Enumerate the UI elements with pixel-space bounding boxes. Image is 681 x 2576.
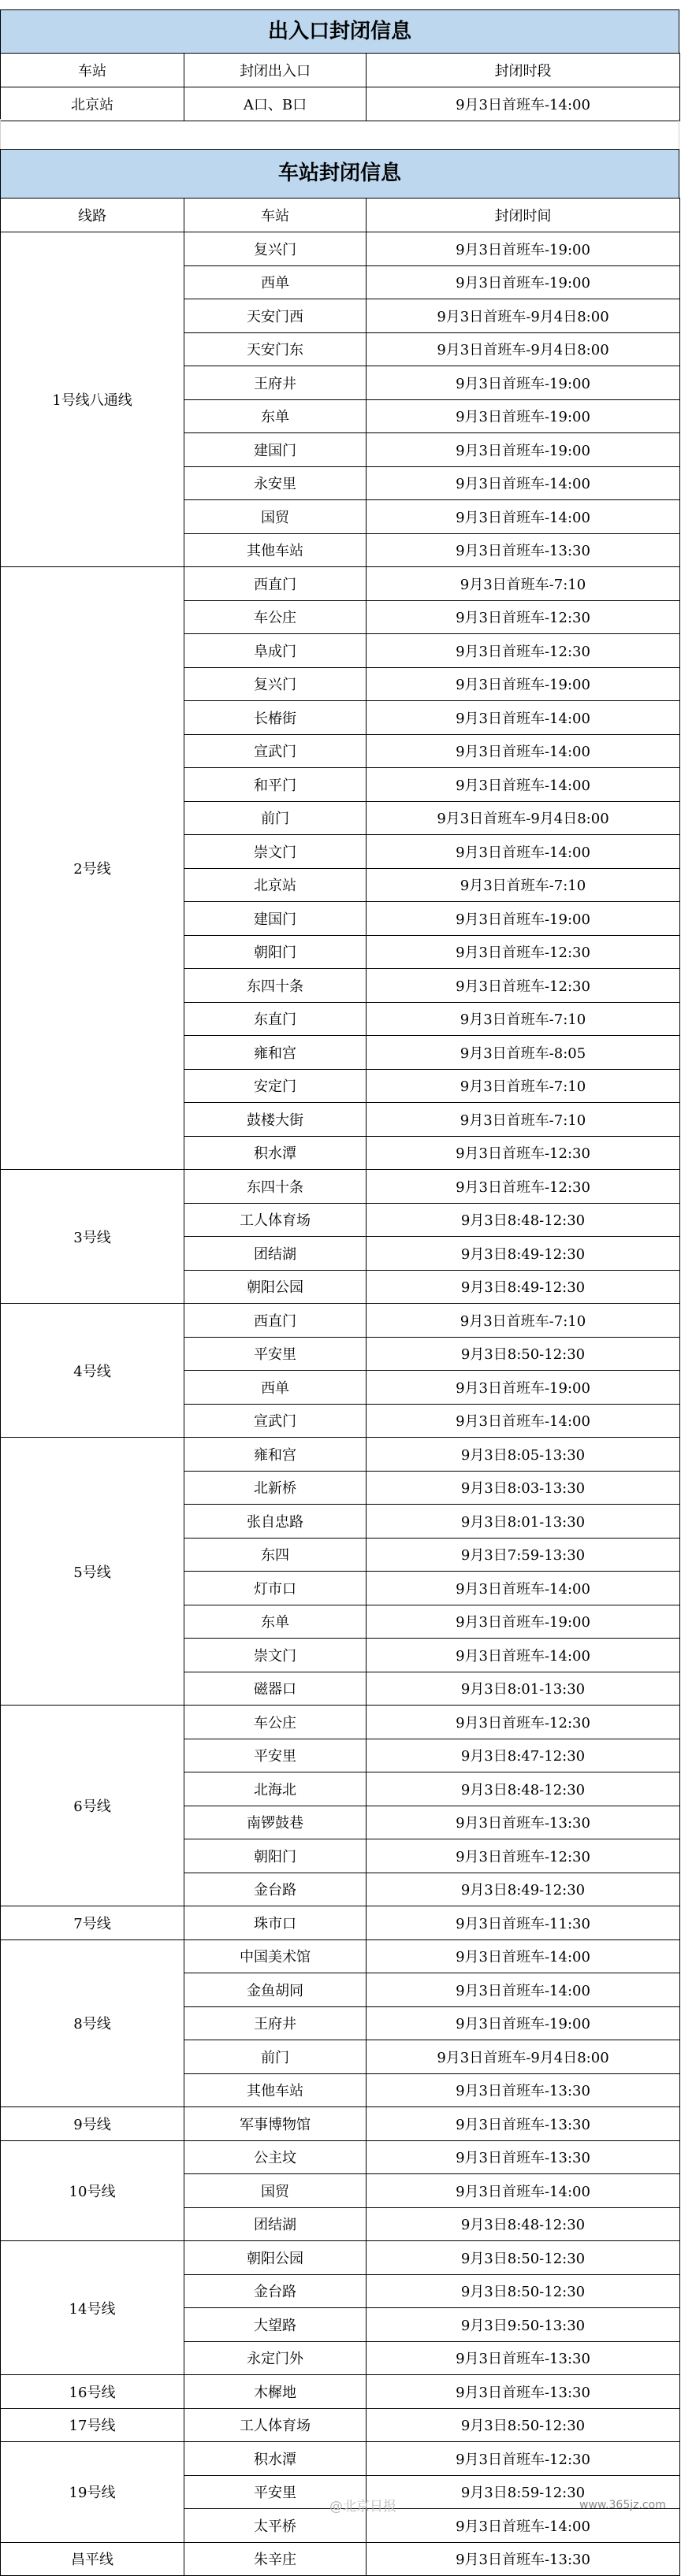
table-row — [1, 2107, 680, 2141]
time-cell: 9月3日8:49-12:30 — [367, 1873, 680, 1906]
table-row — [1, 1939, 680, 1973]
time-cell: 9月3日8:50-12:30 — [367, 1337, 680, 1371]
station-cell: 积水潭 — [184, 1136, 367, 1170]
time-cell: 9月3日9:50-13:30 — [367, 2308, 680, 2342]
time-cell: 9月3日首班车-14:00 — [367, 734, 680, 768]
time-cell: 9月3日首班车-12:30 — [367, 969, 680, 1003]
table-row — [1, 87, 680, 121]
station-cell: 建国门 — [184, 433, 367, 467]
station-cell: 公主坟 — [184, 2140, 367, 2174]
time-cell: 9月3日首班车-14:00 — [367, 1572, 680, 1605]
time-cell: 9月3日8:50-12:30 — [367, 2274, 680, 2308]
station-cell: 珠市口 — [184, 1906, 367, 1940]
station-cell: 磁器口 — [184, 1672, 367, 1706]
time-cell: 9月3日首班车-12:30 — [367, 1839, 680, 1873]
table-row — [1, 2140, 680, 2174]
station-cell: 国贸 — [184, 2174, 367, 2208]
line-cell: 10号线 — [1, 2140, 184, 2241]
line-cell: 19号线 — [1, 2442, 184, 2543]
watermark-source: @北京日报 — [329, 2499, 396, 2515]
time-cell: 9月3日8:48-12:30 — [367, 1772, 680, 1806]
station-cell: 车公庄 — [184, 600, 367, 634]
station-cell: 西直门 — [184, 1304, 367, 1338]
station-cell: 崇文门 — [184, 1639, 367, 1672]
station-cell: 东直门 — [184, 1002, 367, 1036]
time-cell: 9月3日首班车-19:00 — [367, 399, 680, 433]
table-row — [1, 2241, 680, 2275]
station-cell: 金台路 — [184, 1873, 367, 1906]
time-cell: 9月3日首班车-13:30 — [367, 2542, 680, 2576]
time-cell: 9月3日首班车-19:00 — [367, 902, 680, 936]
time-cell: 9月3日首班车-12:30 — [367, 1136, 680, 1170]
time-cell: 9月3日首班车-14:00 — [367, 2174, 680, 2208]
time-cell: 9月3日7:59-13:30 — [367, 1538, 680, 1572]
table-header-row — [1, 199, 680, 232]
time-cell: 9月3日8:01-13:30 — [367, 1672, 680, 1706]
time-cell: 9月3日首班车-14:00 — [367, 701, 680, 735]
station-cell: 和平门 — [184, 768, 367, 802]
station-cell: 北京站 — [184, 868, 367, 902]
line-cell: 8号线 — [1, 1939, 184, 2107]
time-cell: 9月3日首班车-14:00 — [367, 87, 680, 121]
time-cell: 9月3日首班车-7:10 — [367, 868, 680, 902]
time-cell: 9月3日首班车-7:10 — [367, 567, 680, 601]
station-cell: 木樨地 — [184, 2375, 367, 2409]
line-cell: 17号线 — [1, 2408, 184, 2442]
station-cell: 平安里 — [184, 2475, 367, 2509]
time-cell: 9月3日8:05-13:30 — [367, 1438, 680, 1472]
time-cell: 9月3日首班车-13:30 — [367, 2107, 680, 2141]
station-cell: 西直门 — [184, 567, 367, 601]
station-cell: 朝阳公园 — [184, 1270, 367, 1304]
section2-title: 车站封闭信息 — [277, 161, 401, 185]
station-cell: 中国美术馆 — [184, 1939, 367, 1973]
time-cell: 9月3日8:47-12:30 — [367, 1739, 680, 1772]
table-row — [1, 2442, 680, 2476]
station-cell: 永定门外 — [184, 2341, 367, 2375]
time-cell: 9月3日首班车-7:10 — [367, 1304, 680, 1338]
station-cell: 国贸 — [184, 500, 367, 534]
line-cell: 7号线 — [1, 1906, 184, 1940]
table-row — [1, 2375, 680, 2409]
station-cell: 工人体育场 — [184, 1203, 367, 1237]
station-cell: 团结湖 — [184, 1237, 367, 1271]
station-cell: 宣武门 — [184, 734, 367, 768]
time-cell: 9月3日首班车-12:30 — [367, 634, 680, 668]
time-cell: 9月3日首班车-12:30 — [367, 1170, 680, 1204]
time-cell: 9月3日首班车-19:00 — [367, 433, 680, 467]
time-cell: 9月3日首班车-8:05 — [367, 1036, 680, 1070]
time-cell: 9月3日8:49-12:30 — [367, 1237, 680, 1271]
table-row — [1, 1906, 680, 1940]
line-cell: 1号线八通线 — [1, 232, 184, 567]
station-cell: 复兴门 — [184, 667, 367, 701]
time-cell: 9月3日首班车-14:00 — [367, 500, 680, 534]
line-cell: 3号线 — [1, 1170, 184, 1304]
time-cell: 9月3日首班车-13:30 — [367, 533, 680, 567]
time-cell: 9月3日首班车-9月4日8:00 — [367, 299, 680, 333]
column-header: 封闭出入口 — [184, 54, 367, 87]
station-closure-table — [0, 198, 680, 2576]
station-cell: 鼓楼大街 — [184, 1103, 367, 1137]
time-cell: 9月3日首班车-14:00 — [367, 768, 680, 802]
time-cell: 9月3日首班车-19:00 — [367, 265, 680, 299]
station-cell: 东单 — [184, 1605, 367, 1639]
time-cell: 9月3日首班车-19:00 — [367, 1371, 680, 1405]
station-cell: 王府井 — [184, 366, 367, 400]
station-cell: 平安里 — [184, 1337, 367, 1371]
time-cell: 9月3日首班车-12:30 — [367, 1706, 680, 1739]
time-cell: 9月3日首班车-14:00 — [367, 466, 680, 500]
station-cell: 朱辛庄 — [184, 2542, 367, 2576]
station-cell: 朝阳门 — [184, 935, 367, 969]
time-cell: 9月3日首班车-7:10 — [367, 1002, 680, 1036]
time-cell: 9月3日8:03-13:30 — [367, 1471, 680, 1505]
station-cell: 东单 — [184, 399, 367, 433]
table-row — [1, 1304, 680, 1338]
time-cell: 9月3日首班车-14:00 — [367, 1939, 680, 1973]
station-cell: 东四十条 — [184, 969, 367, 1003]
station-cell: 积水潭 — [184, 2442, 367, 2476]
entrance-cell: A口、B口 — [184, 87, 367, 121]
time-cell: 9月3日首班车-13:30 — [367, 2073, 680, 2107]
line-cell: 5号线 — [1, 1438, 184, 1706]
station-cell: 大望路 — [184, 2308, 367, 2342]
station-cell: 北京站 — [1, 87, 184, 121]
column-header: 线路 — [1, 199, 184, 232]
time-cell: 9月3日首班车-9月4日8:00 — [367, 801, 680, 835]
line-cell: 4号线 — [1, 1304, 184, 1438]
station-cell: 东四十条 — [184, 1170, 367, 1204]
time-cell: 9月3日首班车-19:00 — [367, 1605, 680, 1639]
line-cell: 9号线 — [1, 2107, 184, 2141]
station-cell: 其他车站 — [184, 2073, 367, 2107]
section2-title-banner — [0, 149, 679, 199]
station-cell: 军事博物馆 — [184, 2107, 367, 2141]
section1-title-banner — [0, 9, 679, 54]
time-cell: 9月3日首班车-19:00 — [367, 667, 680, 701]
table-row — [1, 1706, 680, 1739]
station-cell: 雍和宫 — [184, 1438, 367, 1472]
column-header: 车站 — [184, 199, 367, 232]
station-cell: 长椿街 — [184, 701, 367, 735]
station-cell: 宣武门 — [184, 1404, 367, 1438]
station-cell: 金台路 — [184, 2274, 367, 2308]
time-cell: 9月3日首班车-13:30 — [367, 2140, 680, 2174]
station-cell: 团结湖 — [184, 2207, 367, 2241]
line-cell: 14号线 — [1, 2241, 184, 2375]
time-cell: 9月3日8:01-13:30 — [367, 1505, 680, 1539]
time-cell: 9月3日首班车-13:30 — [367, 1806, 680, 1839]
table-row — [1, 2542, 680, 2576]
time-cell: 9月3日首班车-14:00 — [367, 835, 680, 869]
time-cell: 9月3日首班车-12:30 — [367, 935, 680, 969]
station-cell: 西单 — [184, 1371, 367, 1405]
time-cell: 9月3日8:59-12:30 — [367, 2475, 680, 2509]
time-cell: 9月3日8:50-12:30 — [367, 2408, 680, 2442]
time-cell: 9月3日8:49-12:30 — [367, 1270, 680, 1304]
station-cell: 工人体育场 — [184, 2408, 367, 2442]
station-cell: 东四 — [184, 1538, 367, 1572]
line-cell: 16号线 — [1, 2375, 184, 2409]
line-cell: 昌平线 — [1, 2542, 184, 2576]
watermark-url: www.365jz.com — [579, 2499, 666, 2511]
line-cell: 6号线 — [1, 1706, 184, 1906]
station-cell: 北海北 — [184, 1772, 367, 1806]
time-cell: 9月3日首班车-7:10 — [367, 1103, 680, 1137]
time-cell: 9月3日首班车-11:30 — [367, 1906, 680, 1940]
column-header: 车站 — [1, 54, 184, 87]
station-cell: 金鱼胡同 — [184, 1973, 367, 2007]
table-header-row — [1, 54, 680, 87]
time-cell: 9月3日首班车-14:00 — [367, 2509, 680, 2543]
station-cell: 阜成门 — [184, 634, 367, 668]
station-cell: 太平桥 — [184, 2509, 367, 2543]
table-row — [1, 1438, 680, 1472]
time-cell: 9月3日首班车-19:00 — [367, 232, 680, 266]
station-cell: 雍和宫 — [184, 1036, 367, 1070]
station-cell: 平安里 — [184, 1739, 367, 1772]
station-cell: 朝阳门 — [184, 1839, 367, 1873]
column-header: 封闭时段 — [367, 54, 680, 87]
station-cell: 天安门西 — [184, 299, 367, 333]
time-cell: 9月3日首班车-7:10 — [367, 1069, 680, 1103]
table-row — [1, 232, 680, 266]
station-cell: 朝阳公园 — [184, 2241, 367, 2275]
time-cell: 9月3日首班车-13:30 — [367, 2375, 680, 2409]
section1-title: 出入口封闭信息 — [267, 20, 411, 43]
station-cell: 车公庄 — [184, 1706, 367, 1739]
table-row — [1, 1170, 680, 1204]
station-cell: 前门 — [184, 801, 367, 835]
station-cell: 灯市口 — [184, 1572, 367, 1605]
time-cell: 9月3日8:50-12:30 — [367, 2241, 680, 2275]
station-cell: 西单 — [184, 265, 367, 299]
time-cell: 9月3日首班车-13:30 — [367, 2341, 680, 2375]
time-cell: 9月3日首班车-19:00 — [367, 366, 680, 400]
time-cell: 9月3日首班车-19:00 — [367, 2006, 680, 2040]
station-cell: 南锣鼓巷 — [184, 1806, 367, 1839]
station-cell: 天安门东 — [184, 332, 367, 366]
time-cell: 9月3日首班车-14:00 — [367, 1639, 680, 1672]
station-cell: 复兴门 — [184, 232, 367, 266]
line-cell: 2号线 — [1, 567, 184, 1170]
table-row — [1, 567, 680, 601]
section-gap — [0, 119, 679, 150]
entrance-closure-table — [0, 53, 680, 121]
station-cell: 建国门 — [184, 902, 367, 936]
station-cell: 其他车站 — [184, 533, 367, 567]
station-cell: 张自忠路 — [184, 1505, 367, 1539]
station-cell: 崇文门 — [184, 835, 367, 869]
time-cell: 9月3日8:48-12:30 — [367, 1203, 680, 1237]
time-cell: 9月3日首班车-12:30 — [367, 600, 680, 634]
time-cell: 9月3日首班车-14:00 — [367, 1973, 680, 2007]
station-cell: 安定门 — [184, 1069, 367, 1103]
table-row — [1, 2408, 680, 2442]
time-cell: 9月3日8:48-12:30 — [367, 2207, 680, 2241]
time-cell: 9月3日首班车-9月4日8:00 — [367, 332, 680, 366]
station-cell: 王府井 — [184, 2006, 367, 2040]
time-cell: 9月3日首班车-9月4日8:00 — [367, 2040, 680, 2074]
time-cell: 9月3日首班车-14:00 — [367, 1404, 680, 1438]
column-header: 封闭时间 — [367, 199, 680, 232]
station-cell: 北新桥 — [184, 1471, 367, 1505]
time-cell: 9月3日首班车-12:30 — [367, 2442, 680, 2476]
station-cell: 前门 — [184, 2040, 367, 2074]
station-cell: 永安里 — [184, 466, 367, 500]
